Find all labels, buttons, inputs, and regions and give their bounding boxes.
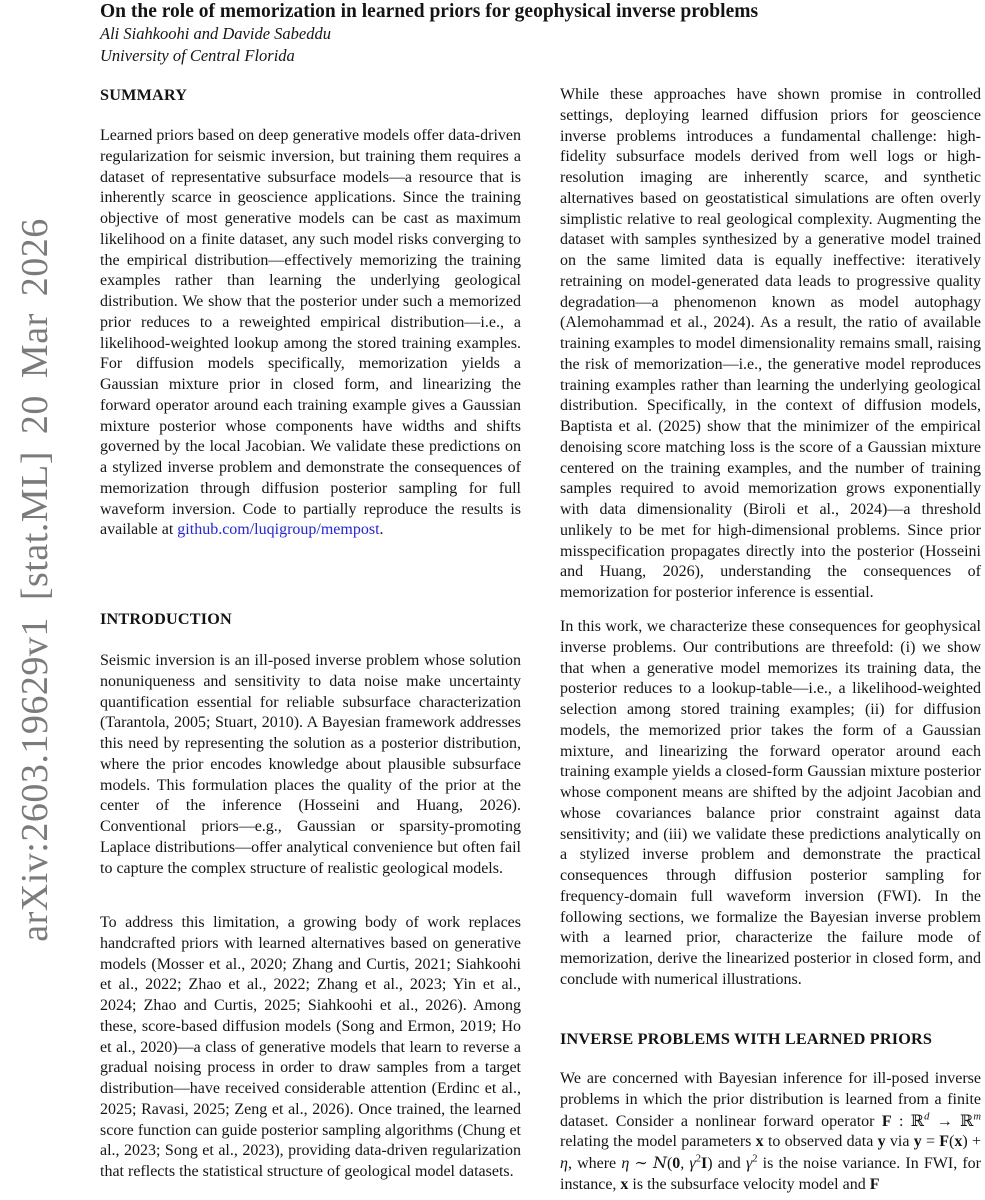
paragraph-challenges: While these approaches have shown promise in controlled settings, deploying learned diffusion priors for geoscience inverse problems introduces a fundamental challenge: high-fidelity subsurface models derived from well logs or high-resolution imaging are inherently scarce, and synthetic alternatives based on geostatistical simulations are often overly simplistic relative to real geological complexity. Augmenting the dataset with samples synthesized by a generative model trained on the same limited data is equally ineffective: iteratively retraining on model-generated data leads to progressive quality degradation—a phenomenon known as model autophagy (Alemohammad et al., 2024). As a result, the ratio of available training examples to model dimensionality remains small, raising the risk of memorization—i.e., the generative model reproduces training examples rather than learning the underlying geological distribution. Specifically, in the context of diffusion models, Baptista et al. (2025) show that the minimizer of the empirical denoising score matching loss is the score of a Gaussian mixture centered on the training examples, and the number of training samples required to avoid memorization grows exponentially with data dimensionality (Biroli et al., 2024)—a threshold unlikely to be met for high-dimensional problems. Since prior misspecification propagates directly into the posterior (Hosseini and Huang, 2026), understanding the consequences of memorization for posterior inference is essential.: [560, 86, 981, 601]
paragraph-intro-2: To address this limitation, a growing body of work replaces handcrafted priors with learned alternatives based on generative models (Mosser et al., 2020; Zhang and Curtis, 2021; Siahkoohi et al., 2022; Zhao et al., 2022; Zhang et al., 2023; Yin et al., 2024; Zhao and Curtis, 2025; Siahkoohi et al., 2026). Among these, score-based diffusion models (Song and Ermon, 2019; Ho et al., 2020)—a class of generative models that learn to reverse a gradual noising process in order to draw samples from a target distribution—have received considerable attention (Erdinc et al., 2025; Ravasi, 2025; Zeng et al., 2026). Once trained, the learned score function can guide posterior sampling algorithms (Chung et al., 2023; Song et al., 2023), providing data-driven regularization that reflects the statistical structure of geological model datasets.: [100, 914, 521, 1180]
paper-title: On the role of memorization in learned priors for geophysical inverse problems: [100, 1, 759, 22]
section-heading-introduction: INTRODUCTION: [100, 610, 232, 628]
section-heading-summary: SUMMARY: [100, 86, 188, 104]
paper-affiliation: University of Central Florida: [100, 46, 295, 65]
paragraph-bayesian-setup: We are concerned with Bayesian inference for ill-posed inverse problems in which the prior distribution is learned from a finite dataset. Consider a nonlinear forward operator F : ℝ$^d$ → ℝ$^m$ relating the model parameters x to observed data y via y = F(x) + η, where η ∼ N(0, $\gamma^2I$) and $\gamma^2$ is the noise variance. In FWI, for instance, x is the subsurface velocity model and F: [560, 1070, 982, 1193]
paragraph-intro-1: Seismic inversion is an ill-posed inverse problem whose solution nonuniqueness and sensitivity to data noise make uncertainty quantification essential for reliable subsurface characterization (Tarantola, 2005; Stuart, 2010). A Bayesian framework addresses this need by representing the solution as a posterior distribution, where the prior encodes knowledge about plausible subsurface models. This formulation places the quality of the prior at the center of the inference (Hosseini and Huang, 2026). Conventional priors—e.g., Gaussian or sparsity-promoting Laplace distributions—offer analytical convenience but often fail to capture the complex structure of realistic geological models.: [100, 652, 521, 877]
paragraph-contributions: In this work, we characterize these consequences for geophysical inverse problems. Our contributions are threefold: (i) we show that when a generative model memorizes its training data, the posterior reduces to a lookup-table—i.e., a likelihood-weighted selection among stored training examples; (ii) for diffusion models, the memorized prior takes the form of a Gaussian mixture, and linearizing the forward operator around each training example yields a closed-form Gaussian mixture posterior whose component means are shifted by the adjoint Jacobian and whose covariances balance prior constraint against data sensitivity; and (iii) we validate these predictions analytically on a stylized inverse problem and demonstrate the practical consequences through diffusion posterior sampling for frequency-domain full waveform inversion (FWI). In the following sections, we formalize the Bayesian inverse problem with a learned prior, characterize the failure mode of memorization, derive the linearized posterior in closed form, and conclude with numerical illustrations.: [560, 618, 981, 988]
arxiv-watermark: arXiv:2603.19629v1 [stat.ML] 20 Mar 2026: [14, 218, 56, 942]
paper-authors: Ali Siahkoohi and Davide Sabeddu: [100, 24, 331, 43]
paragraph-summary: Learned priors based on deep generative models offer data-driven regularization for seismic inversion, but training them requires a dataset of representative subsurface models—a resource that is inherently scarce in geoscience applications. Since the training objective of most generative models can be cast as maximum likelihood on a finite dataset, any such model risks converging to the empirical distribution—effectively memorizing the training examples rather than learning the underlying geological distribution. We show that the posterior under such a memorized prior reduces to a reweighted empirical distribution—i.e., a likelihood-weighted lookup among the stored training examples. For diffusion models specifically, memorization yields a Gaussian mixture prior in closed form, and linearizing the forward operator around each training example gives a Gaussian mixture posterior whose components have widths and shifts governed by the local Jacobian. We validate these predictions on a stylized inverse problem and demonstrate the consequences of memorization through diffusion posterior sampling for full waveform inversion. Code to partially reproduce the results is available at github.com/luqigroup/mempost.: [100, 127, 521, 539]
github-link[interactable]: github.com/luqigroup/mempost: [177, 521, 380, 539]
section-heading-inverse-problems: INVERSE PROBLEMS WITH LEARNED PRIORS: [560, 1030, 933, 1048]
